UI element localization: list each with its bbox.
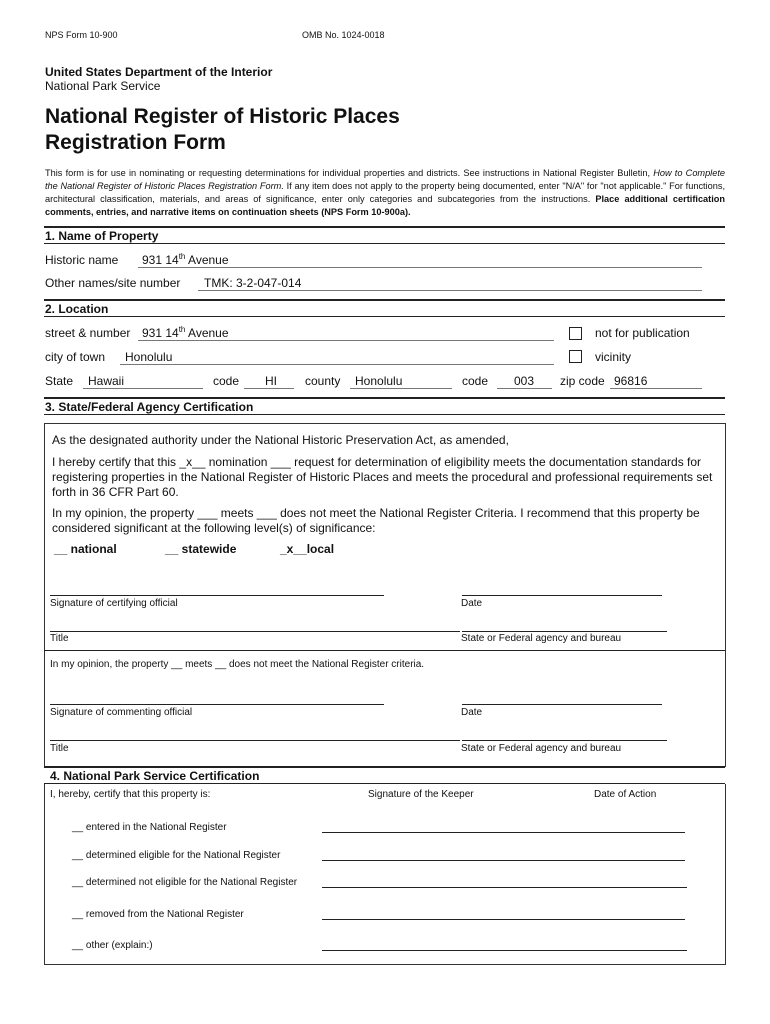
agency2-line (462, 740, 667, 741)
criteria-opinion: In my opinion, the property ___ meets ___ does not meet the National Register Criteria. I recommend that this property be considered significant at the following level(s) of significance: (52, 506, 700, 535)
date2-label: Date (461, 707, 483, 718)
county-code-line (497, 388, 552, 389)
level-statewide[interactable]: __ statewide (165, 542, 237, 556)
section2-top-rule (44, 299, 725, 301)
other-names-line (198, 290, 702, 291)
section2-rule (44, 316, 725, 317)
not-for-publication-checkbox[interactable] (569, 327, 582, 340)
historic-name-line (138, 267, 702, 268)
section3-top-rule (44, 397, 725, 399)
vicinity-checkbox[interactable] (569, 350, 582, 363)
option-eligible[interactable]: __ determined eligible for the National Register (72, 850, 281, 861)
form-number: NPS Form 10-900 (45, 30, 118, 40)
agency1-label: State or Federal agency and bureau (461, 633, 622, 644)
historic-name-label: Historic name (45, 253, 119, 267)
level-local[interactable]: _x__local (280, 542, 335, 556)
section2-title: 2. Location (45, 302, 109, 316)
nps-certification-box (44, 784, 726, 965)
county-label: county (305, 374, 341, 388)
city-label: city of town (45, 350, 106, 364)
nps-certify-statement: I, hereby, certify that this property is: (50, 789, 211, 800)
option-entered[interactable]: __ entered in the National Register (72, 822, 227, 833)
vicinity-label: vicinity (595, 350, 632, 364)
page-title: National Register of Historic Places Registration Form (45, 105, 400, 154)
date-of-action-label: Date of Action (594, 789, 657, 800)
section1-top-rule (44, 226, 725, 228)
state-value[interactable]: Hawaii (88, 374, 125, 388)
not-for-publication-label: not for publication (595, 326, 690, 340)
date1-line (462, 595, 662, 596)
city-value[interactable]: Honolulu (125, 350, 173, 364)
county-value[interactable]: Honolulu (355, 374, 403, 388)
city-line (120, 364, 554, 365)
zip-label: zip code (560, 374, 605, 388)
option-other[interactable]: __ other (explain:) (72, 940, 153, 951)
street-value[interactable]: 931 14th Avenue (142, 325, 229, 340)
commenting-opinion: In my opinion, the property __ meets __ does not meet the National Register criteria. (50, 659, 425, 670)
state-code-value[interactable]: HI (265, 374, 277, 388)
other-names-label: Other names/site number (45, 276, 181, 290)
title2-label: Title (50, 743, 69, 754)
section3-title: 3. State/Federal Agency Certification (45, 400, 254, 414)
state-label: State (45, 374, 74, 388)
section1-rule (44, 243, 725, 244)
state-code-line (244, 388, 294, 389)
omb-number: OMB No. 1024-0018 (302, 30, 385, 40)
option-eligible-line (322, 860, 685, 861)
county-line (350, 388, 452, 389)
title2-line (50, 740, 460, 741)
county-code-value[interactable]: 003 (514, 374, 535, 388)
section1-title: 1. Name of Property (45, 229, 159, 243)
option-entered-line (322, 832, 685, 833)
title1-label: Title (50, 633, 69, 644)
section4-top-rule (44, 766, 725, 768)
option-removed-line (322, 919, 685, 920)
certification-authority: As the designated authority under the National Historic Preservation Act, as amended, (52, 433, 509, 447)
zip-value[interactable]: 96816 (614, 374, 648, 388)
section4-title: 4. National Park Service Certification (50, 769, 260, 783)
service-name: National Park Service (45, 79, 161, 93)
date2-line (462, 704, 662, 705)
agency1-line (462, 631, 667, 632)
intro-paragraph: This form is for use in nominating or requesting determinations for individual properties and districts. See instructions in National Register Bulletin, How to Complete the National Register of Historic Places Registration Form. If any item does not apply to the property being documented, enter "N/A" for "not applicable." For functions, architectural classification, materials, and areas of significance, enter only categories and subcategories from the instructions. Place additional certification comments, entries, and narrative items on continuation sheets (NPS Form 10-900a). (45, 168, 726, 217)
state-line (83, 388, 203, 389)
street-label: street & number (45, 326, 131, 340)
certifying-signature-line (50, 595, 384, 596)
option-removed[interactable]: __ removed from the National Register (72, 909, 244, 920)
state-code-label: code (213, 374, 240, 388)
other-names-value[interactable]: TMK: 3-2-047-014 (204, 276, 302, 290)
historic-name-value[interactable]: 931 14th Avenue (142, 252, 229, 267)
department-name: United States Department of the Interior (45, 65, 273, 79)
commenting-divider (44, 650, 725, 651)
date1-label: Date (461, 598, 483, 609)
commenting-signature-line (50, 704, 384, 705)
commenting-signature-label: Signature of commenting official (50, 707, 193, 718)
county-code-label: code (462, 374, 489, 388)
option-other-line (322, 950, 687, 951)
section3-rule (44, 414, 725, 415)
certification-statement: I hereby certify that this _x__ nomination ___ request for determination of eligibility meets the documentation standards for registering properties in the National Register of Historic Places and meets the procedural and professional requirements set forth in 36 CFR Part 60. (52, 455, 713, 499)
zip-line (610, 388, 702, 389)
option-not-eligible[interactable]: __ determined not eligible for the National Register (72, 877, 298, 888)
agency2-label: State or Federal agency and bureau (461, 743, 622, 754)
certifying-signature-label: Signature of certifying official (50, 598, 178, 609)
option-not-eligible-line (322, 887, 687, 888)
street-line (138, 340, 554, 341)
level-national[interactable]: __ national (54, 542, 117, 556)
keeper-signature-label: Signature of the Keeper (368, 789, 474, 800)
title1-line (50, 631, 460, 632)
